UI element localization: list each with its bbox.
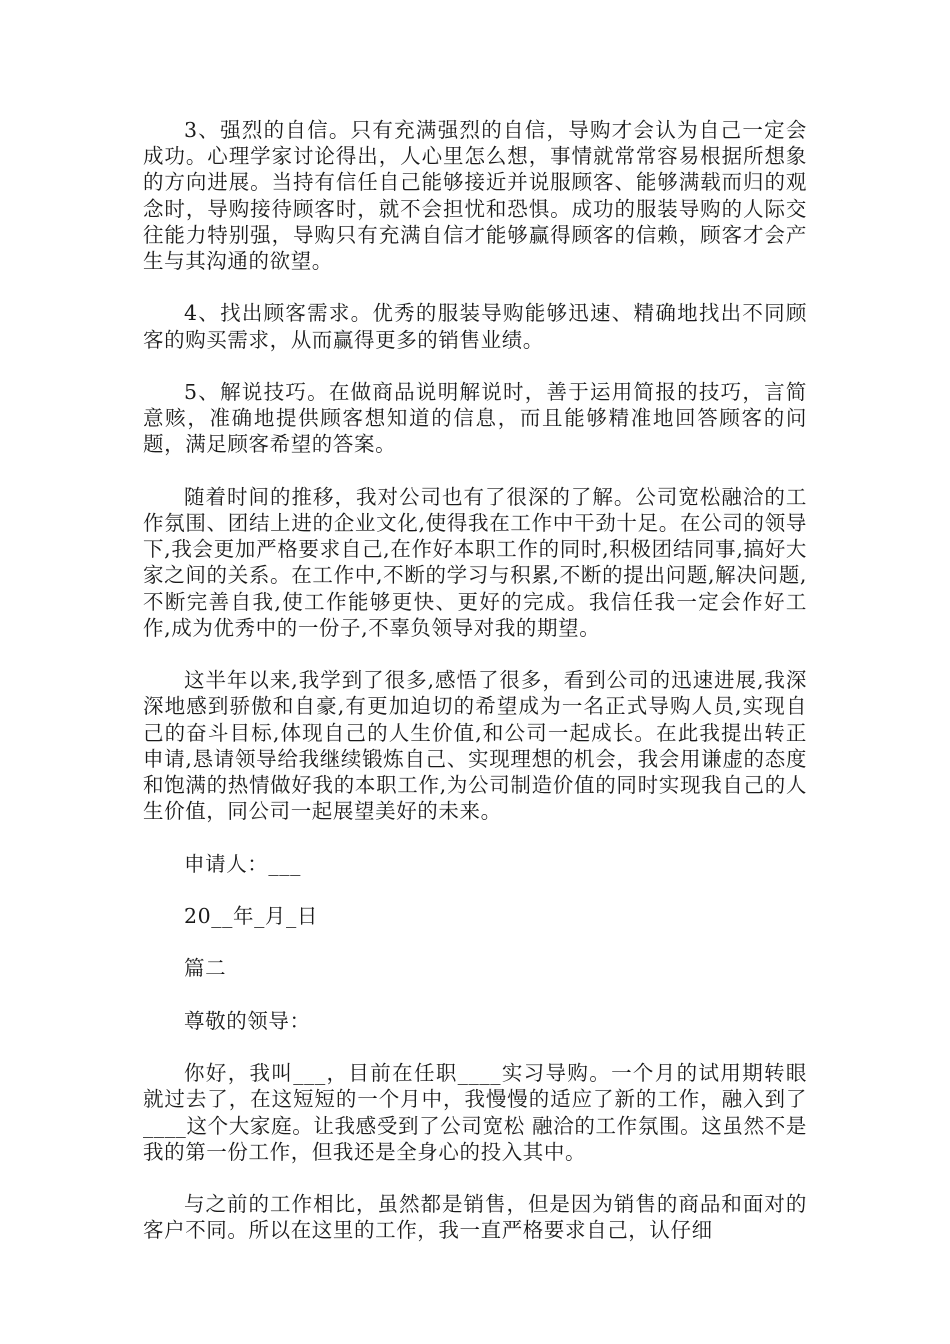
paragraph-half-year-summary: 这半年以来,我学到了很多,感悟了很多，看到公司的迅速进展,我深深地感到骄傲和自豪,有更加迫切的希望成为一名正式导购人员,实现自己的奋斗目标,体现自己的人生价值,和公司一起成长。在此我提出转正申请,恳请领导给我继续锻炼自己、实现理想的机会，我会用谦虚的态度和饱满的热情做好我的本职工作,为公司制造价值的同时实现我自己的人生价值，同公司一起展望美好的未来。 [143, 668, 807, 824]
paragraph-comparison: 与之前的工作相比，虽然都是销售，但是因为销售的商品和面对的客户不同。所以在这里的工作，我一直严格要求自己，认仔细 [143, 1192, 807, 1243]
date-line: 20__年_月_日 [184, 904, 318, 928]
applicant-line: 申请人：___ [184, 851, 301, 876]
paragraph-customer-needs: 4、找出顾客需求。优秀的服装导购能够迅速、精确地找出不同顾客的购买需求，从而赢得更多的销售业绩。 [143, 301, 807, 352]
paragraph-company-understanding: 随着时间的推移，我对公司也有了很深的了解。公司宽松融洽的工作氛围、团结上进的企业文化,使得我在工作中干劲十足。在公司的领导下,我会更加严格要求自己,在作好本职工作的同时,积极团结同事,搞好大家之间的关系。在工作中,不断的学习与积累,不断的提出问题,解决问题,不断完善自我,使工作能够更快、更好的完成。我信任我一定会作好工作,成为优秀中的一份子,不辜负领导对我的期望。 [143, 484, 807, 640]
section-heading: 篇二 [184, 956, 227, 981]
paragraph-introduction: 你好，我叫___，目前在任职____实习导购。一个月的试用期转眼就过去了，在这短短的一个月中，我慢慢的适应了新的工作，融入到了____这个大家庭。让我感受到了公司宽松 融洽的工作氛围。这虽然不是我的第一份工作，但我还是全身心的投入其中。 [143, 1061, 807, 1164]
document-page [143, 117, 807, 1270]
paragraph-confidence: 3、强烈的自信。只有充满强烈的自信，导购才会认为自己一定会成功。心理学家讨论得出，人心里怎么想，事情就常常容易根据所想象的方向进展。当持有信任自己能够接近并说服顾客、能够满载而归的观念时，导购接待顾客时，就不会担忧和恐惧。成功的服装导购的人际交往能力特别强，导购只有充满自信才能够赢得顾客的信赖，顾客才会产生与其沟通的欲望。 [143, 118, 807, 274]
salutation: 尊敬的领导： [184, 1008, 311, 1033]
paragraph-explaining-skills: 5、解说技巧。在做商品说明解说时，善于运用简报的技巧，言简意赅，准确地提供顾客想知道的信息，而且能够精准地回答顾客的问题，满足顾客希望的答案。 [143, 380, 807, 457]
